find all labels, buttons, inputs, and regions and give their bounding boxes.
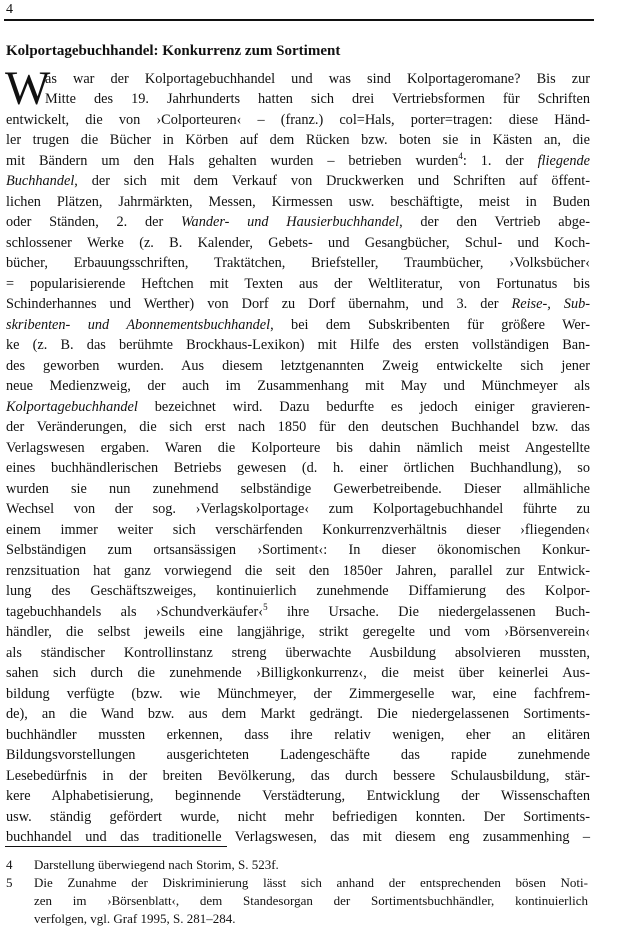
text-run: eines buchhändlerischen Betriebs gewesen (d. h. einer örtlichen Buchhandlung), so xyxy=(6,460,590,476)
text-line xyxy=(6,766,590,787)
text-line xyxy=(6,684,590,705)
text-line xyxy=(6,807,590,828)
text-run: bezeichnet wird. Dazu bedurfte es jedoch einiger gravieren- xyxy=(137,399,590,415)
text-run: Wechsel von der sog. ›Verlagskolportage‹ zum Kolportagebuchhandel führte zu xyxy=(6,501,590,517)
text-line xyxy=(6,233,590,254)
text-run: , bei dem Subskribenten für größere Wer- xyxy=(270,317,590,333)
text-line xyxy=(45,69,590,90)
text-run: as war der Kolportagebuchhandel und was sind Kolportageromane? Bis zur xyxy=(45,71,590,87)
italic-term: skribenten- und Abonnementsbuchhandel xyxy=(6,317,271,333)
text-run: buchhandel und das traditionelle Verlagswesen, das mit diesem eng zusammenhing – xyxy=(6,829,590,845)
text-line xyxy=(6,294,590,315)
text-line xyxy=(6,704,590,725)
text-line xyxy=(6,540,590,561)
italic-term: fliegende xyxy=(537,153,590,169)
text-line xyxy=(6,581,590,602)
text-run: tagebuchhandels als ›Schundverkäufer‹ xyxy=(6,604,264,620)
text-line xyxy=(6,356,590,377)
text-run: de), an die Wand bzw. aus dem Markt gedrängt. Die niedergelassenen Sortiments- xyxy=(6,706,590,722)
text-line xyxy=(6,458,590,479)
text-run: neue Medienzweig, der auch im Zusammenhang mit May und Münchmeyer als xyxy=(6,378,590,394)
text-run: wurden sie nun zunehmend selbständige Gewerbetreibende. Dieser allmähliche xyxy=(6,481,590,497)
text-line xyxy=(6,643,590,664)
text-run: händler, die selbst jeweils eine langjährige, strikt geregelte und vom ›Börsenverein‹ xyxy=(6,624,590,640)
text-run: bildung verfügte (bzw. wie Münchmeyer, der Zimmergeselle war, eine fachfrem- xyxy=(6,686,590,702)
header-rule xyxy=(4,19,594,21)
text-run: des geworben wurden. Aus diesem letztgenannten Zweig entwickelte sich jener xyxy=(6,358,590,374)
text-line xyxy=(6,602,590,623)
text-line xyxy=(6,335,590,356)
text-run: , der den Vertrieb abge- xyxy=(399,214,590,230)
text-line xyxy=(6,479,590,500)
text-run: der Veränderungen, die sich erst nach 1850 für den deutschen Buchhandel bzw. das xyxy=(6,419,590,435)
drop-cap: W xyxy=(5,62,51,115)
footnote-text: zen im ›Börsenblatt‹, dem Standesorgan der Sortimentsbuchhändler, kontinuierlich xyxy=(34,893,588,908)
text-line xyxy=(6,171,590,192)
text-line xyxy=(6,274,590,295)
text-run: ler trugen die Bücher in Körben auf dem Rücken bzw. boten sie in Kästen an, die xyxy=(6,132,590,148)
page-number: 4 xyxy=(6,2,13,17)
italic-term: Kolportagebuchhandel xyxy=(6,399,138,415)
text-line xyxy=(6,827,590,848)
text-run: ke (z. B. das berühmte Brockhaus-Lexikon) mit Hilfe des ersten vollständigen Ban- xyxy=(6,337,590,353)
text-run: Verlagswesen ergaben. Waren die Kolporteure bis dahin nämlich meist Angestellte xyxy=(6,440,590,456)
text-run: usw. ständig gefördert wurde, nicht mehr befriedigen konnten. Der Sortiments- xyxy=(6,809,590,825)
section-heading: Kolportagebuchhandel: Konkurrenz zum Sortiment xyxy=(6,43,341,59)
text-run: lichen Plätzen, Jahrmärkten, Messen, Kirmessen usw. beschäftigte, meist in Buden xyxy=(6,194,590,210)
text-run: als ständischer Kontrollinstanz streng überwachte Ausbildung absolvieren mussten, xyxy=(6,645,590,661)
text-line xyxy=(6,130,590,151)
text-line xyxy=(6,499,590,520)
text-line xyxy=(6,438,590,459)
text-run: : 1. der xyxy=(462,153,538,169)
footnote-text: Darstellung überwiegend nach Storim, S. 523f. xyxy=(34,857,279,872)
text-line xyxy=(6,725,590,746)
text-line xyxy=(6,417,590,438)
text-line xyxy=(6,315,590,336)
footnote-text: verfolgen, vgl. Graf 1995, S. 281–284. xyxy=(34,911,236,926)
text-run: oder Ständen, 2. der xyxy=(6,214,181,230)
footnote-rule xyxy=(5,846,227,847)
text-run: schlossener Werke (z. B. Kalender, Gebets- und Gesangbücher, Schul- und Koch- xyxy=(6,235,590,251)
italic-term: Wander- und Hausierbuchhandel xyxy=(180,214,400,230)
footnote-ref: 5 xyxy=(263,602,268,613)
text-run: sahen sich durch die zunehmende ›Billigkonkurrenz‹, die meist über keinerlei Aus- xyxy=(6,665,590,681)
text-run: kere Alphabetisierung, beginnende Verstädterung, Entwicklung der Wissenschaften xyxy=(6,788,590,804)
text-run: Selbständigen zum ortsansässigen ›Sortiment‹: In dieser ökonomischen Konkur- xyxy=(6,542,590,558)
footnote-number: 5 xyxy=(6,875,13,890)
italic-term: Reise-, Sub- xyxy=(511,296,591,312)
text-run: einem immer weiter sich verschärfenden Konkurrenzverhältnis dieser ›fliegenden‹ xyxy=(6,522,590,538)
text-run: entwickelt, die von ›Colporteuren‹ – (franz.) col=Hals, porter=tragen: diese Händ- xyxy=(6,112,590,128)
text-line xyxy=(6,110,590,131)
text-run: Mitte des 19. Jahrhunderts hatten sich drei Vertriebsformen für Schriften xyxy=(45,91,590,107)
text-run: lung des Geschäftszweiges, kontinuierlich zunehmende Diffamierung des Kolpor- xyxy=(6,583,590,599)
footnote-ref: 4 xyxy=(458,151,463,162)
text-run: ihre Ursache. Die niedergelassenen Buch- xyxy=(267,604,591,620)
text-line xyxy=(6,520,590,541)
text-run: , der sich mit dem Verkauf von Druckwerken und Schriften auf öffent- xyxy=(74,173,590,189)
text-line xyxy=(6,663,590,684)
text-line xyxy=(6,786,590,807)
text-run: bücher, Erbauungsschriften, Traktätchen, Briefsteller, Traumbücher, ›Volksbücher‹ xyxy=(6,255,590,271)
text-line xyxy=(6,253,590,274)
text-run: = popularisierende Heftchen mit Texten aus der Weltliteratur, von Fortunatus bis xyxy=(6,276,590,292)
footnote-text: Die Zunahme der Diskriminierung lässt sich anhand der entsprechenden bösen Noti- xyxy=(34,875,588,890)
text-line xyxy=(6,745,590,766)
text-run: mit Bändern um den Hals gehalten wurden – betrieben wurden xyxy=(6,153,459,169)
text-run: buchhändler mussten erkennen, dass ihre relativ wenigen, eher an elitären xyxy=(6,727,590,743)
italic-term: Buchhandel xyxy=(6,173,75,189)
text-run: Lesebedürfnis in der breiten Bevölkerung, das durch bessere Schulausbildung, stär- xyxy=(6,768,590,784)
text-line xyxy=(6,622,590,643)
text-line xyxy=(45,89,590,110)
text-run: Schinderhannes und Werther) von Dorf zu Dorf übernahm, und 3. der xyxy=(6,296,512,312)
text-line xyxy=(6,397,590,418)
text-line xyxy=(6,376,590,397)
text-run: renzsituation hat ganz vorwiegend die seit den 1850er Jahren, parallel zur Entwick- xyxy=(6,563,590,579)
text-line xyxy=(6,212,590,233)
text-run: Bildungsvorstellungen ausgerichteten Ladengeschäfte das rapide zunehmende xyxy=(6,747,590,763)
text-line xyxy=(6,151,590,172)
text-line xyxy=(6,192,590,213)
text-line xyxy=(6,561,590,582)
footnote-number: 4 xyxy=(6,857,13,872)
